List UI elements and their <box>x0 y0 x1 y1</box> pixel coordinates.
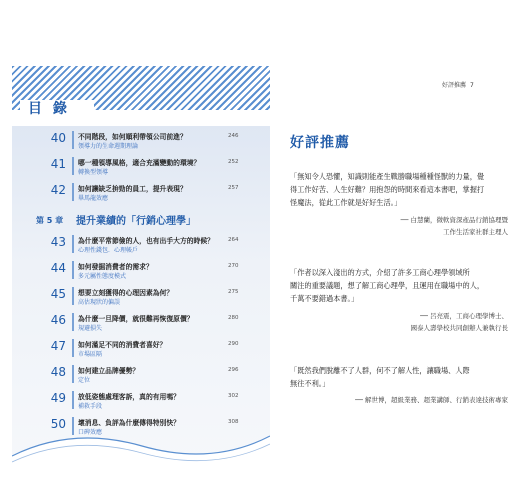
entry-title: 如何讓缺乏拚勁的員工，提升表現？ <box>78 185 187 193</box>
entry-number: 41 <box>50 157 66 171</box>
entry-page: 280 <box>228 315 239 321</box>
entry-title: 放低姿態處理客訴，真的有用嗎？ <box>78 393 180 401</box>
running-head-title: 好評推薦 <box>442 82 467 89</box>
attribution-2 <box>290 310 508 334</box>
page-number: 7 <box>470 82 474 89</box>
entry-divider <box>72 287 74 305</box>
quote-line: 「既然我們脫離不了人群，何不了解人性，讓職場、人際 <box>290 366 470 375</box>
quote-2 <box>290 266 508 305</box>
entry-number: 42 <box>50 183 66 197</box>
entry-page: 302 <box>228 393 239 399</box>
entry-title: 為什麼一旦降價，就很難再恢復原價？ <box>78 315 194 323</box>
toc-entry[interactable] <box>12 234 270 256</box>
entry-page: 290 <box>228 341 239 347</box>
entry-subtitle: 定位 <box>78 377 91 384</box>
toc-entry[interactable] <box>12 390 270 412</box>
attribution-1 <box>290 214 508 238</box>
entry-subtitle: 高估現狀的偏誤 <box>78 299 121 306</box>
toc-entry[interactable] <box>12 286 270 308</box>
toc-entry[interactable] <box>12 130 270 152</box>
entry-subtitle: 口碑效應 <box>78 429 103 436</box>
entry-number: 46 <box>50 313 66 327</box>
toc-title: 目 錄 <box>20 100 94 118</box>
entry-page: 296 <box>228 367 239 373</box>
entry-number: 40 <box>50 131 66 145</box>
entry-title: 不同階段，如何順利帶領公司前進？ <box>78 133 187 141</box>
entry-divider <box>72 391 74 409</box>
entry-number: 48 <box>50 365 66 379</box>
entry-number: 44 <box>50 261 66 275</box>
quote-line: 關注的重要議題，想了解工商心理學，且運用在職場中的人， <box>290 281 485 290</box>
quote-line: 無往不利。」 <box>290 379 330 388</box>
entry-title: 想要立刻獲得的心理因素為何？ <box>78 289 174 297</box>
quote-line: 千萬不要錯過本書。」 <box>290 294 359 303</box>
quote-line: 「作者以深入淺出的方式，介紹了許多工商心理學領域所 <box>290 268 470 277</box>
quote-3 <box>290 364 508 390</box>
chapter-label: 第 5 章 <box>36 216 64 225</box>
entry-subtitle: 心理性錢包．心理帳戶 <box>78 247 139 254</box>
entry-number: 47 <box>50 339 66 353</box>
entry-number: 50 <box>50 417 66 431</box>
toc-entry[interactable] <box>12 312 270 334</box>
entry-subtitle: 規避損失 <box>78 325 103 332</box>
toc-page <box>12 66 270 474</box>
entry-subtitle: 領導力的生命週期理論 <box>78 143 139 150</box>
quote-line: 怪魔法，從此工作就是好好生活。」 <box>290 198 402 207</box>
entry-page: 275 <box>228 289 239 295</box>
quote-line: 「無知令人恐懼，知識則能產生戰勝職場種種怪獸的力量，覺 <box>290 172 485 181</box>
entry-page: 252 <box>228 159 239 165</box>
entry-subtitle: 轉換型領導 <box>78 169 109 176</box>
entry-page: 257 <box>228 185 239 191</box>
entry-title: 壞消息、負評為什麼傳得特別快？ <box>78 419 180 427</box>
entry-page: 264 <box>228 237 239 243</box>
entry-divider <box>72 417 74 435</box>
toc-panel <box>12 126 270 474</box>
toc-entry[interactable] <box>12 182 270 204</box>
entry-divider <box>72 365 74 383</box>
entry-title: 為什麼平常節儉的人，也有出手大方的時候？ <box>78 237 214 245</box>
entry-page: 270 <box>228 263 239 269</box>
entry-title: 如何發掘消費者的需求？ <box>78 263 153 271</box>
quote-line: 得工作好苦、人生好難？用抱怨的時間來看這本書吧，掌握打 <box>290 185 485 194</box>
attribution-line: ── 解世博，超級業務、超業講師、行銷表達技術專家 <box>355 396 508 404</box>
entry-title: 如何建立品牌優勢？ <box>78 367 140 375</box>
running-head <box>442 80 474 89</box>
attribution-line: 國泰人壽學校共同創辦人兼執行長 <box>410 324 508 332</box>
entry-subtitle: 多元屬性態度模式 <box>78 273 127 280</box>
entry-number: 43 <box>50 235 66 249</box>
entry-divider <box>72 339 74 357</box>
entry-divider <box>72 261 74 279</box>
attribution-line: 工作生活家社群主理人 <box>443 228 508 236</box>
entry-subtitle: 畢馬龍效應 <box>78 195 109 202</box>
entry-page: 246 <box>228 133 239 139</box>
toc-entry[interactable] <box>12 338 270 360</box>
entry-divider <box>72 131 74 149</box>
entry-number: 49 <box>50 391 66 405</box>
quote-1 <box>290 170 508 209</box>
entry-divider <box>72 157 74 175</box>
entry-number: 45 <box>50 287 66 301</box>
entry-divider <box>72 183 74 201</box>
entry-title: 如何滿足不同的消費者喜好？ <box>78 341 167 349</box>
entry-page: 308 <box>228 419 239 425</box>
entry-divider <box>72 235 74 253</box>
attribution-line: ── 呂亮震，工商心理學博士、 <box>420 312 508 320</box>
toc-entry[interactable] <box>12 156 270 178</box>
toc-entry[interactable] <box>12 260 270 282</box>
chapter-heading <box>36 212 266 228</box>
toc-entry[interactable] <box>12 416 270 438</box>
toc-entry[interactable] <box>12 364 270 386</box>
praise-title: 好評推薦 <box>290 135 350 151</box>
entry-subtitle: 補救手段 <box>78 403 103 410</box>
chapter-title: 提升業績的「行銷心理學」 <box>76 216 196 227</box>
entry-title: 哪一種領導風格，適合充滿變動的環境？ <box>78 159 201 167</box>
attribution-3 <box>290 394 508 406</box>
entry-subtitle: 市場區隔 <box>78 351 103 358</box>
entry-divider <box>72 313 74 331</box>
praise-page <box>276 66 516 474</box>
attribution-line: ── 白慧蘭，微軟資深產品行銷協理暨 <box>400 216 508 224</box>
